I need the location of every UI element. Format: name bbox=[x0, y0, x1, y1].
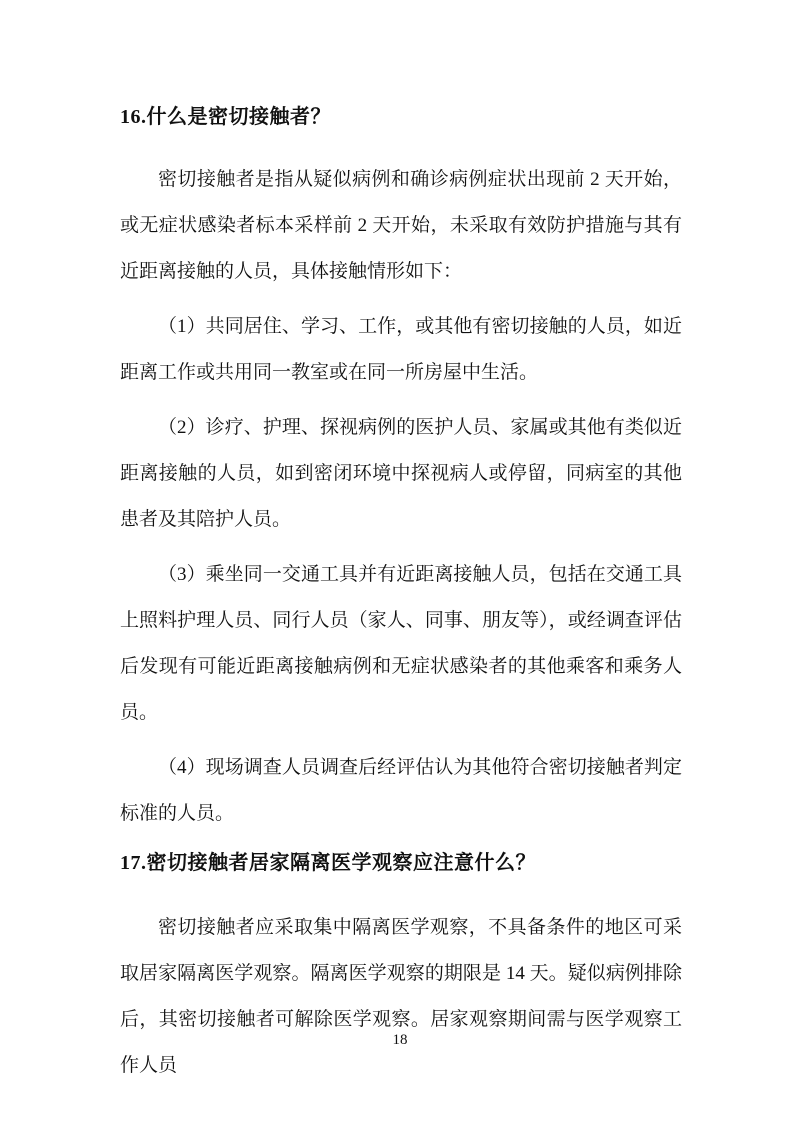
close-contact-item-4: （4）现场调查人员调查后经评估认为其他符合密切接触者判定标准的人员。 bbox=[120, 757, 682, 824]
close-contact-item-1: （1）共同居住、学习、工作，或其他有密切接触的人员，如近距离工作或共用同一教室或在同一所房屋中生活。 bbox=[120, 316, 682, 383]
page-content bbox=[120, 94, 682, 1089]
close-contact-item-2: （2）诊疗、护理、探视病例的医护人员、家属或其他有类似近距离接触的人员，如到密闭环境中探视病人或停留，同病室的其他患者及其陪护人员。 bbox=[120, 417, 682, 530]
close-contact-item-3: （3）乘坐同一交通工具并有近距离接触人员，包括在交通工具上照料护理人员、同行人员（家人、同事、朋友等），或经调查评估后发现有可能近距离接触病例和无症状感染者的其他乘客和乘务人员。 bbox=[120, 564, 682, 723]
question-16-heading: 16.什么是密切接触者？ bbox=[120, 106, 331, 128]
question-17-body-paragraph: 密切接触者应采取集中隔离医学观察，不具备条件的地区可采取居家隔离医学观察。隔离医学观察的期限是 14 天。疑似病例排除后，其密切接触者可解除医学观察。居家观察期间需与医学观察工作人员 bbox=[120, 917, 682, 1076]
page-number: 18 bbox=[392, 1032, 408, 1048]
question-17-heading: 17.密切接触者居家隔离医学观察应注意什么？ bbox=[120, 852, 536, 874]
question-16-intro-paragraph: 密切接触者是指从疑似病例和确诊病例症状出现前 2 天开始，或无症状感染者标本采样前 2 天开始，未采取有效防护措施与其有近距离接触的人员，具体接触情形如下： bbox=[120, 169, 682, 282]
